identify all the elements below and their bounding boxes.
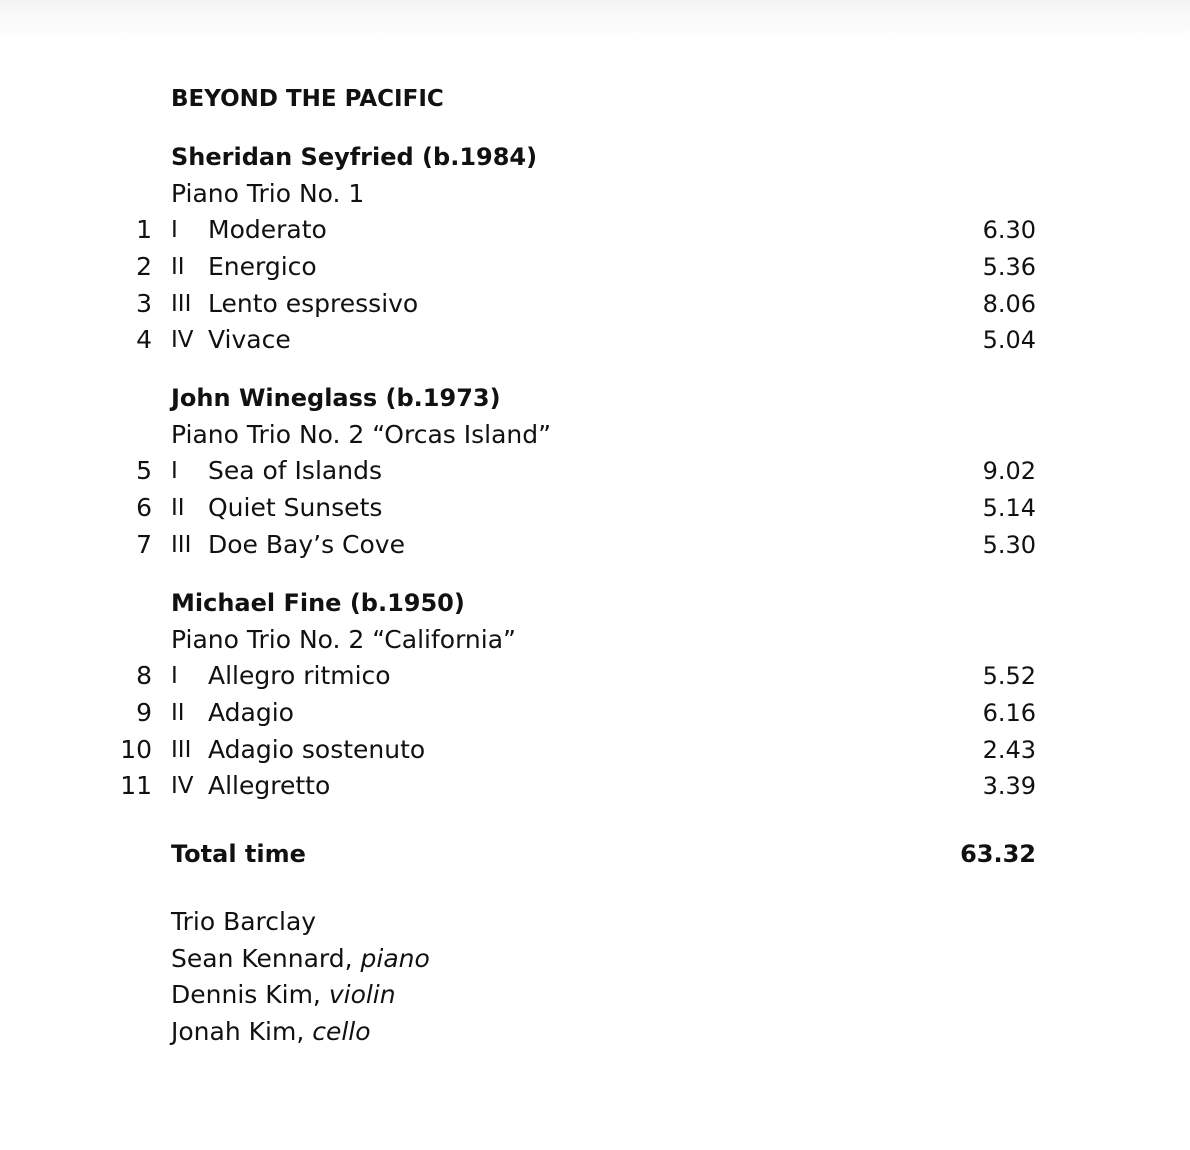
work-title: Piano Trio No. 1 (171, 178, 365, 208)
movement-title: Adagio (208, 698, 294, 728)
track-row (0, 527, 1190, 564)
track-row (0, 286, 1190, 323)
movement-number: IV (171, 327, 194, 354)
track-duration: 6.16 (982, 699, 1036, 728)
work-section (0, 585, 1190, 805)
movement-title: Quiet Sunsets (208, 493, 383, 523)
composer-name: John Wineglass (b.1973) (171, 384, 501, 412)
performer-role: violin (328, 980, 396, 1010)
track-row (0, 695, 1190, 732)
movement-title: Allegro ritmico (208, 661, 391, 691)
movement-number: III (171, 531, 192, 558)
track-number: 4 (136, 325, 152, 355)
track-number: 1 (136, 215, 152, 245)
track-row (0, 658, 1190, 695)
movement-title: Sea of Islands (208, 456, 382, 486)
movement-title: Lento espressivo (208, 288, 419, 318)
track-number: 9 (136, 698, 152, 728)
track-number: 3 (136, 288, 152, 318)
track-row (0, 768, 1190, 805)
track-duration: 5.14 (982, 494, 1036, 523)
ensemble-name: Trio Barclay (171, 907, 317, 936)
track-duration: 2.43 (982, 735, 1036, 764)
track-duration: 9.02 (982, 457, 1036, 486)
movement-number: II (171, 495, 185, 522)
movement-number: II (171, 700, 185, 727)
track-number: 7 (136, 529, 152, 559)
track-row (0, 322, 1190, 359)
performer (171, 941, 430, 978)
movement-title: Energico (208, 252, 317, 282)
track-number: 6 (136, 493, 152, 523)
movement-number: III (171, 736, 192, 763)
movement-number: IV (171, 773, 194, 800)
track-duration: 5.30 (982, 530, 1036, 559)
work-title: Piano Trio No. 2 “Orcas Island” (171, 419, 552, 449)
movement-title: Adagio sostenuto (208, 734, 426, 764)
performer (171, 1014, 371, 1051)
total-time-label: Total time (171, 840, 306, 868)
performer-name: Jonah Kim, (171, 1017, 313, 1047)
track-number: 11 (120, 771, 152, 801)
track-row (0, 490, 1190, 527)
performer-name: Sean Kennard, (171, 943, 361, 973)
total-time-row (0, 836, 1190, 873)
movement-number: I (171, 217, 178, 244)
track-duration: 8.06 (982, 289, 1036, 318)
track-row (0, 453, 1190, 490)
performers-section (0, 904, 1190, 1051)
composer-name: Sheridan Seyfried (b.1984) (171, 143, 538, 171)
total-time-value: 63.32 (960, 840, 1036, 868)
performer-name: Dennis Kim, (171, 980, 329, 1010)
movement-title: Doe Bay’s Cove (208, 529, 405, 559)
track-row (0, 249, 1190, 286)
track-number: 2 (136, 252, 152, 282)
movement-title: Moderato (208, 215, 327, 245)
movement-title: Allegretto (208, 771, 331, 801)
movement-number: I (171, 458, 178, 485)
album-title: BEYOND THE PACIFIC (171, 86, 444, 112)
track-number: 10 (120, 734, 152, 764)
movement-number: I (171, 663, 178, 690)
movement-title: Vivace (208, 325, 291, 355)
track-duration: 6.30 (982, 216, 1036, 245)
composer-name: Michael Fine (b.1950) (171, 589, 465, 617)
work-title: Piano Trio No. 2 “California” (171, 624, 516, 654)
track-duration: 5.36 (982, 253, 1036, 282)
track-duration: 3.39 (982, 772, 1036, 801)
movement-number: II (171, 254, 185, 281)
track-row (0, 212, 1190, 249)
work-section (0, 380, 1190, 563)
performer-role: piano (360, 943, 430, 973)
work-section (0, 139, 1190, 359)
track-number: 5 (136, 456, 152, 486)
movement-number: III (171, 290, 192, 317)
track-duration: 5.04 (982, 326, 1036, 355)
performer-role: cello (312, 1017, 371, 1047)
track-duration: 5.52 (982, 662, 1036, 691)
track-number: 8 (136, 661, 152, 691)
performer (171, 977, 396, 1014)
track-row (0, 732, 1190, 769)
